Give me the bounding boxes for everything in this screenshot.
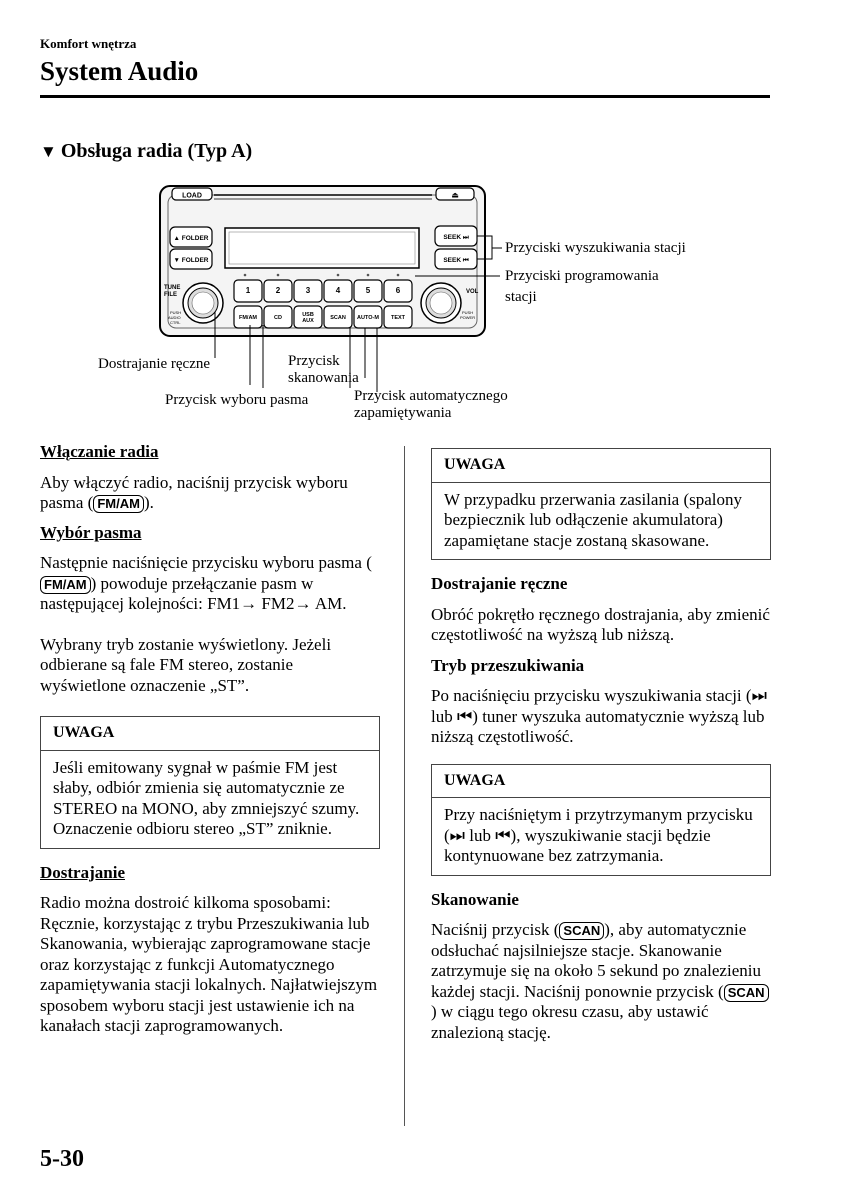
preset-1-label: 1 — [245, 286, 251, 295]
note-3-text-b: lub — [464, 825, 496, 845]
scan-text-c: ) w ciągu tego okresu czasu, aby ustawić znalezioną stację. — [431, 1002, 709, 1042]
tuning-heading: Dostrajanie — [40, 862, 125, 882]
seek-text — [431, 686, 771, 748]
note-1-text: Jeśli emitowany sygnał w paśmie FM jest słaby, odbiór zmienia się automatycznie ze STEREO na MONO, aby zmniejszyć szumy. Oznaczenie odbioru stereo „ST” zniknie. — [53, 757, 360, 838]
seek-heading: Tryb przeszukiwania — [431, 655, 585, 675]
svg-text:CTRL: CTRL — [170, 320, 181, 325]
seek-text-b: lub — [431, 706, 457, 726]
preset-3-label: 3 — [305, 286, 311, 295]
scan-text — [431, 920, 771, 1043]
note-1-title: UWAGA — [41, 717, 379, 751]
function-cd-label: CD — [274, 315, 282, 321]
svg-text:FILE: FILE — [164, 292, 177, 298]
band-heading: Wybór pasma — [40, 522, 142, 542]
turn-on-heading: Włączanie radia — [40, 442, 159, 461]
fm-am-button-icon: FM/AM — [40, 576, 91, 594]
callout-band: Przycisk wyboru pasma — [165, 392, 309, 408]
push-audio-label: PUSH — [170, 310, 182, 315]
note-box-3 — [431, 764, 771, 876]
preset-4-label: 4 — [335, 286, 341, 295]
page-title: System Audio — [40, 56, 199, 86]
seek-prev-icon: ⏮ — [495, 825, 511, 845]
callout-manual-tune: Dostrajanie ręczne — [98, 356, 211, 372]
header-rule — [40, 95, 770, 98]
tune-file-label: TUNE — [164, 285, 181, 291]
note-2-text: W przypadku przerwania zasilania (spalony bezpiecznik lub odłączenie akumulatora) zapamiętane stacje zostaną skasowane. — [444, 489, 743, 550]
band-text-b: ) powoduje przełączanie pasm w następującej kolejności: FM1→ FM2→ AM. — [40, 573, 347, 613]
callout-preset-1: Przyciski programowania — [505, 268, 659, 284]
manual-heading: Dostrajanie ręczne — [431, 574, 568, 593]
function-auto-m-label: AUTO-M — [357, 315, 379, 321]
manual-text: Obróć pokrętło ręcznego dostrajania, aby zmienić częstotliwość na wyższą lub niższą. — [431, 604, 770, 644]
right-column — [431, 448, 771, 1043]
page-number: 5-30 — [40, 1146, 84, 1172]
load-label: LOAD — [182, 192, 202, 200]
turn-on-text-a: Aby włączyć radio, naciśnij przycisk wyboru pasma ( — [40, 472, 348, 512]
seek-next-icon: ⏭ — [751, 686, 767, 705]
seek-up-label: SEEK ⏭ — [443, 234, 469, 241]
function-usb-aux-label: USB — [302, 312, 314, 318]
function-text-label: TEXT — [390, 315, 406, 321]
callout-auto-mem-1: Przycisk automatycznego — [354, 388, 508, 404]
section-title-text: Obsługa radia (Typ A) — [60, 140, 253, 162]
column-divider — [404, 446, 405, 1126]
callout-auto-mem-2: zapamiętywania — [354, 405, 452, 421]
callout-scan-2: skanowania — [288, 370, 359, 386]
fm-am-button-icon: FM/AM — [93, 495, 144, 513]
seek-prev-icon: ⏮ — [456, 706, 473, 726]
section-title — [40, 140, 252, 163]
vol-label: VOL — [466, 289, 479, 295]
left-column — [40, 442, 380, 1037]
section-breadcrumb: Komfort wnętrza — [40, 36, 137, 51]
seek-down-label: SEEK ⏮ — [443, 257, 469, 264]
note-3-title: UWAGA — [432, 765, 770, 799]
scan-text-a: Naciśnij przycisk ( — [431, 920, 560, 939]
preset-5-label: 5 — [365, 286, 371, 295]
preset-6-label: 6 — [395, 286, 401, 295]
turn-on-text-b: ). — [143, 493, 154, 512]
band-text-a: Następnie naciśnięcie przycisku wyboru pasma ( — [40, 553, 372, 572]
callout-preset-2: stacji — [505, 289, 537, 305]
tuning-text: Radio można dostroić kilkoma sposobami: Ręcznie, korzystając z trybu Przeszukiwania lub Skanowania, wybierając zaprogramowane stacje oraz korzystając z funkcji Automatycznego zapamiętywania stacji lokalnych. Najłatwiejszym sposobem wyboru stacji jest ustawienie ich na kanałach stacji zaprogramowanych. — [40, 893, 378, 1035]
scan-button-icon: SCAN — [559, 922, 604, 940]
scan-heading: Skanowanie — [431, 889, 519, 909]
note-3-text — [432, 798, 770, 875]
function-fm-am-label: FM/AM — [238, 315, 258, 321]
note-2-title: UWAGA — [432, 449, 770, 483]
turn-on-text — [40, 473, 380, 514]
function-usb-aux-label: AUX — [302, 318, 314, 324]
callout-seek: Przyciski wyszukiwania stacji — [505, 240, 686, 256]
scan-button-icon: SCAN — [724, 984, 769, 1002]
callout-scan-1: Przycisk — [288, 353, 340, 369]
push-power-label: PUSH — [462, 310, 474, 315]
note-3-text-a: Przy naciśniętym i przytrzymanym przycisku ( — [444, 805, 753, 845]
radio-display — [225, 228, 419, 268]
note-box-2 — [431, 448, 771, 560]
folder-up-label: ▲ FOLDER — [173, 235, 209, 242]
seek-text-a: Po naciśnięciu przycisku wyszukiwania stacji ( — [431, 686, 752, 705]
svg-text:AUDIO: AUDIO — [168, 315, 181, 320]
function-scan-label: SCAN — [330, 315, 346, 321]
note-3-text-c: ), wyszukiwanie stacji będzie kontynuowane bez zatrzymania. — [444, 825, 711, 865]
svg-text:POWER: POWER — [460, 315, 476, 320]
band-text — [40, 553, 380, 615]
seek-text-c: ) tuner wyszuka automatycznie wyższą lub niższą częstotliwość. — [431, 706, 765, 746]
scan-text-b: ), aby automatycznie odsłuchać najsilniejsze stacje. Skanowanie zatrzymuje się na około 5 sekund po znalezieniu każdej stacji. Naciśnij ponownie przycisk ( — [431, 920, 761, 1001]
band-text-2: Wybrany tryb zostanie wyświetlony. Jeżeli odbierane są fale FM stereo, zostanie wyświetlone oznaczenie „ST”. — [40, 634, 332, 695]
triangle-bullet-icon: ▼ — [40, 142, 57, 161]
seek-next-icon: ⏭ — [449, 825, 465, 845]
preset-2-label: 2 — [275, 286, 281, 295]
note-box-1 — [40, 716, 380, 849]
eject-icon: ⏏ — [451, 190, 459, 200]
folder-down-label: ▼ FOLDER — [173, 257, 209, 264]
